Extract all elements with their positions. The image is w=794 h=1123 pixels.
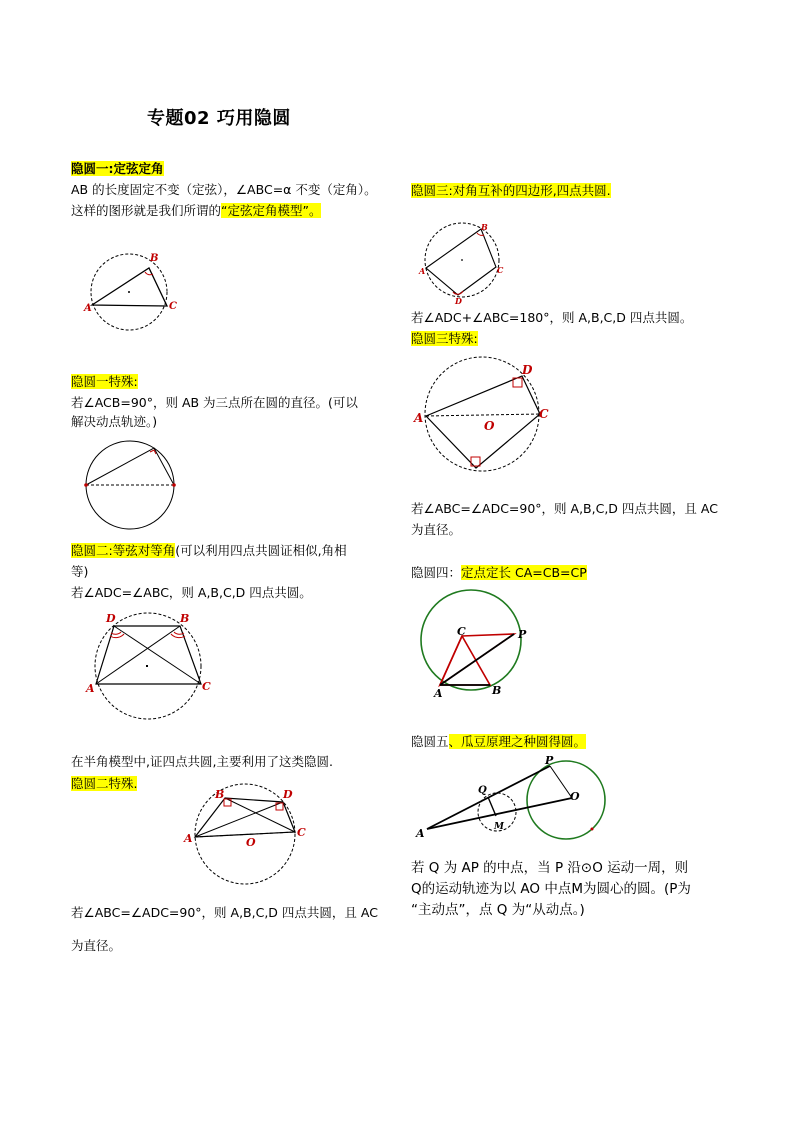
label-a: A [434,687,443,700]
label-p: P [518,628,527,641]
section-3-heading: 隐圆二:等弦对等角(可以利用四点共圆证相似,角相 [71,543,347,558]
section-1-heading: 隐圆一:定弦定角 [71,161,164,176]
right-section-1-heading: 隐圆三:对角互补的四边形,四点共圆. [411,183,611,198]
section-4-line-2: 若∠ABC=∠ADC=90°，则 A,B,C,D 四点共圆，且 AC [71,905,378,920]
right-section-4-line-2: Q的运动轨迹为以 AO 中点M为圆心的圆。(P为 [411,881,691,897]
label-c: C [497,265,504,275]
label-b: B [215,788,225,801]
page-title: 专题02 巧用隐圆 [147,108,291,129]
right-section-2-heading: 隐圆三特殊: [411,331,478,346]
section-2-heading: 隐圆一特殊: [71,374,138,389]
triangle-acb [440,636,490,685]
section-2-line-2: 解决动点轨迹。) [71,414,158,429]
label-c: C [297,826,306,839]
label-o: O [246,836,256,849]
label-o: O [570,790,580,803]
point-marker [591,828,594,831]
section-1-line-1: AB 的长度固定不变（定弦），∠ABC=α 不变（定角）。 [71,182,377,197]
label-a: A [184,832,193,845]
section-4-heading: 隐圆二特殊. [71,776,138,791]
label-c: C [202,680,211,693]
label-d: D [455,296,462,306]
label-a: A [416,827,425,840]
figure-diameter [80,440,180,532]
figure-right-angles-right [412,356,552,476]
label-p: P [545,754,554,767]
label-o: O [484,419,495,433]
label-q: Q [478,785,487,796]
quadrilateral [426,376,540,468]
label-b: B [481,222,488,232]
label-b: B [150,253,159,264]
center-point [128,291,130,293]
right-section-2-line-1: 若∠ABC=∠ADC=90°，则 A,B,C,D 四点共圆，且 AC [411,501,718,516]
label-b: B [180,612,190,625]
section-2-line-1: 若∠ACB=90°，则 AB 为三点所在圆的直径。(可以 [71,395,358,410]
label-c: C [539,407,549,421]
section-1-line-2: 这样的图形就是我们所谓的“定弦定角模型”。 [71,203,322,218]
segment-qm [488,797,496,816]
point-b [172,483,176,487]
label-a: A [419,266,426,276]
section-3-line-2: 等) [71,564,89,579]
label-a: A [414,411,424,425]
label-b: B [492,684,502,697]
label-d: D [106,612,116,625]
label-d: D [283,788,293,801]
figure-fixed-point-length [412,588,537,698]
figure-equal-angles [84,610,214,720]
section-4-line-3: 为直径。 [71,938,122,953]
label-c: C [169,301,177,312]
figure-supplementary [418,220,508,304]
right-section-4-line-1: 若 Q 为 AP 的中点，当 P 沿⊙O 运动一周，则 [411,860,689,876]
right-section-1-line-1: 若∠ADC+∠ABC=180°，则 A,B,C,D 四点共圆。 [411,310,693,325]
diagonal-ab [96,626,180,684]
diameter-ac [195,832,295,837]
label-d: D [522,363,533,377]
circle [86,441,174,529]
segment-po [550,766,572,798]
label-c: C [457,625,466,638]
section-3-line-3: 若∠ADC=∠ABC，则 A,B,C,D 四点共圆。 [71,585,312,600]
right-section-3-heading: 隐圆四：定点定长 CA=CB=CP [411,565,587,580]
triangle-abc [92,268,167,306]
diagonal-dc [114,626,201,684]
figure-follower-circle [412,755,612,847]
label-a: A [84,303,92,314]
center-point [461,259,463,261]
label-m: M [494,822,504,832]
right-section-4-line-3: “主动点”，点 Q 为“从动点。) [411,902,585,918]
label-a: A [86,682,95,695]
right-section-2-line-2: 为直径。 [411,522,462,537]
section-4-line-1: 在半角模型中,证四点共圆,主要利用了这类隐圆. [71,754,333,769]
center-point [146,665,148,667]
quadrilateral [426,229,496,295]
quadrilateral [96,626,201,684]
right-section-4-heading: 隐圆五、瓜豆原理之种圆得圆。 [411,734,587,749]
point-a [84,483,88,487]
figure-chord-angle [80,245,180,335]
diameter-ac [426,414,540,416]
figure-right-angles-left [180,782,310,888]
